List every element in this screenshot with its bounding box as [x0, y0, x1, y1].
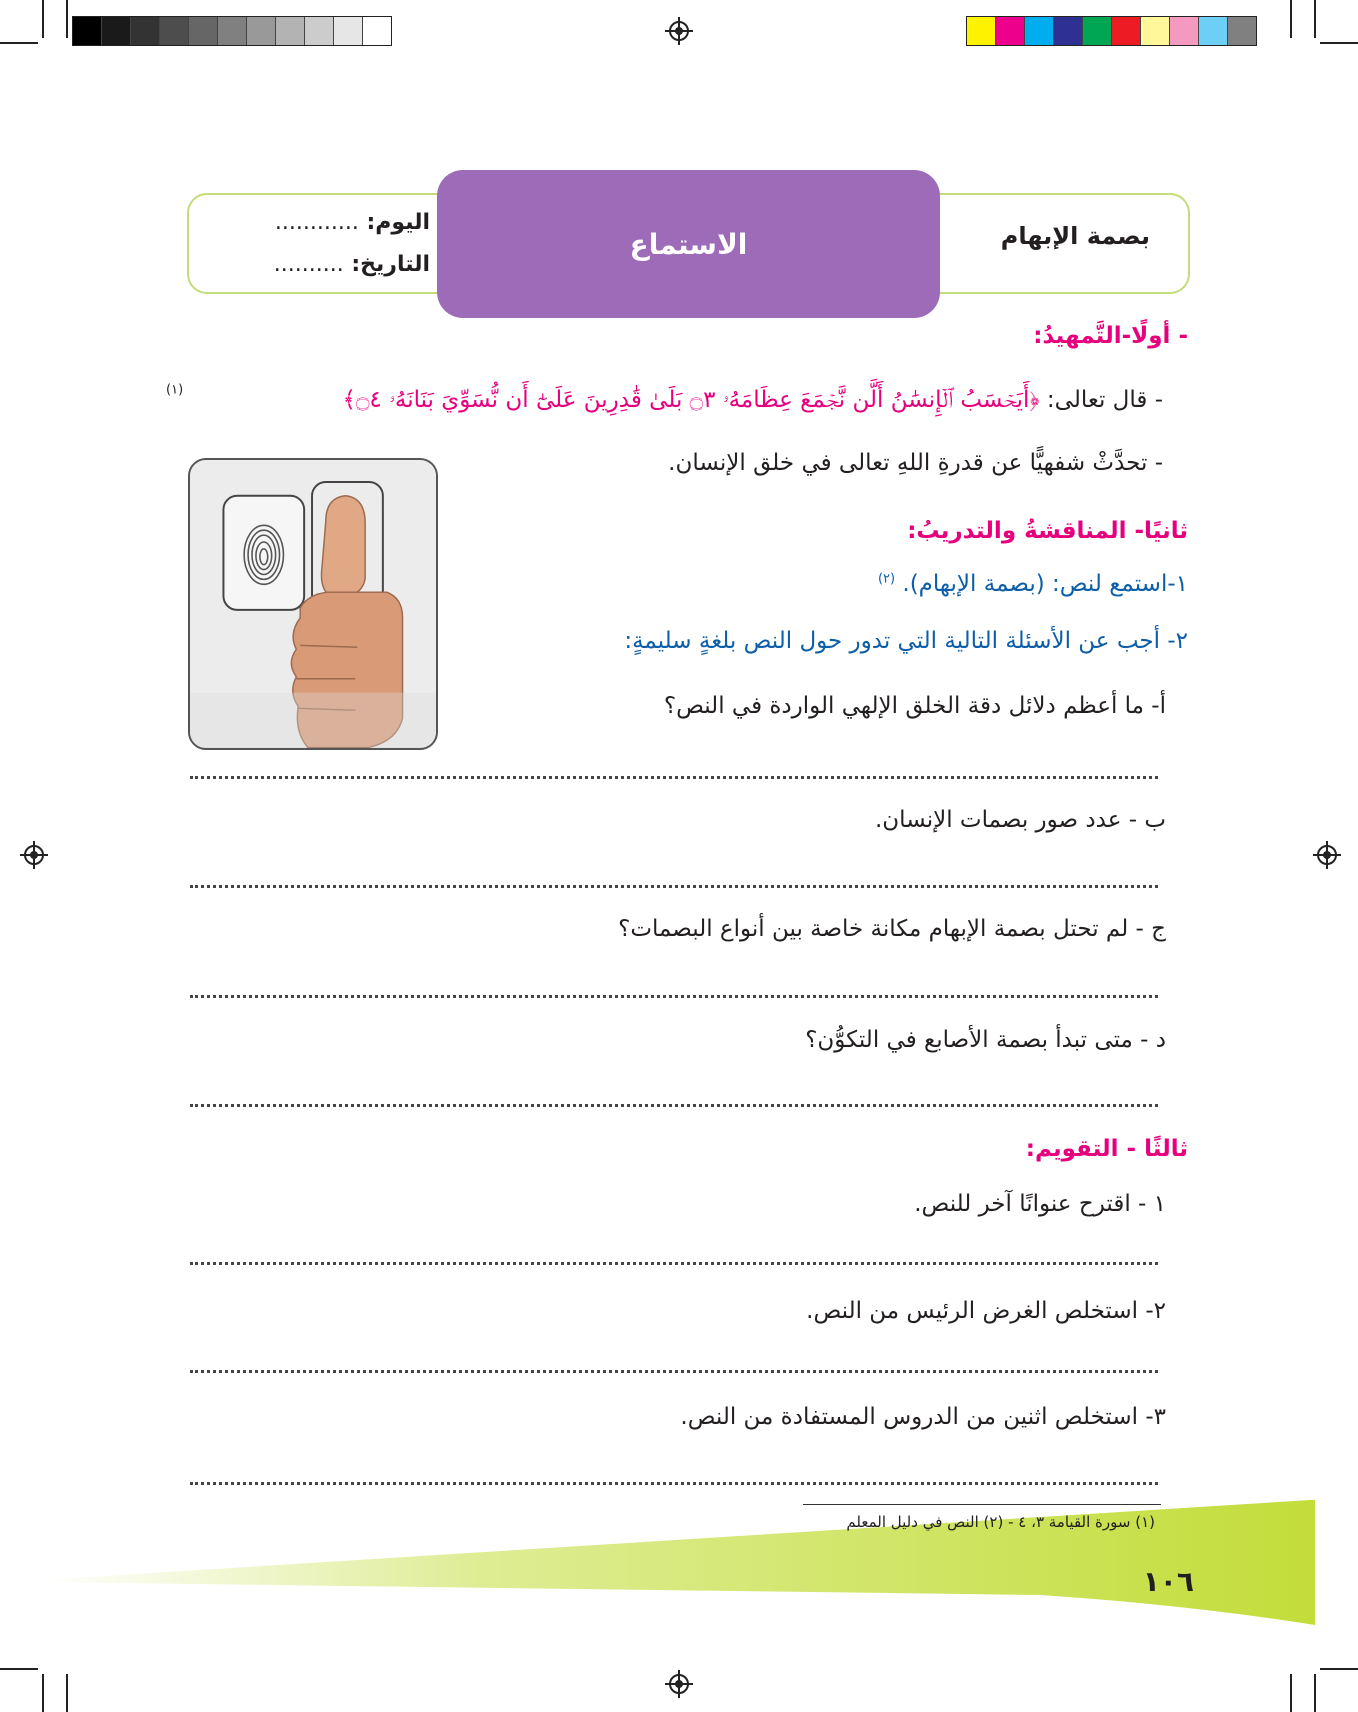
verse-footnote-ref: (١) [166, 382, 184, 398]
listen-footnote-ref: (٢) [877, 571, 896, 587]
calibration-swatch [967, 17, 996, 45]
day-label: اليوم: [366, 210, 430, 235]
footer-green-band [40, 1490, 1315, 1635]
answer-line[interactable] [190, 1104, 1158, 1107]
calibration-swatch [1112, 17, 1141, 45]
section-heading-discussion: ثانيًا- المناقشةُ والتدريبُ: [907, 518, 1188, 544]
section-heading-evaluation: ثالثًا - التقويم: [1025, 1136, 1188, 1162]
day-field [215, 210, 430, 235]
activity-tab [437, 170, 940, 318]
calibration-swatch [102, 17, 131, 45]
calibration-swatch [73, 17, 102, 45]
calibration-swatch [305, 17, 334, 45]
answer-line[interactable] [190, 776, 1158, 779]
thumbs-up-fingerprint-icon [190, 460, 436, 748]
calibration-swatch [1170, 17, 1199, 45]
item-listen: ١-استمع لنص: (بصمة الإبهام). $^{(٢)}$ [877, 571, 1188, 597]
verse-intro: - قال تعالى: [1039, 387, 1163, 413]
verse-line [342, 387, 1163, 413]
calibration-swatch [996, 17, 1025, 45]
calibration-swatch [189, 17, 218, 45]
footnote-rule [803, 1504, 1161, 1505]
oral-task: - تحدَّثْ شفهيًّا عن قدرةِ اللهِ تعالى في خلق الإنسان. [668, 450, 1163, 476]
calibration-swatch [1141, 17, 1170, 45]
registration-mark-top [669, 21, 689, 41]
evaluation-item-2: ٢- استخلص الغرض الرئيس من النص. [806, 1298, 1166, 1324]
calibration-swatch [1025, 17, 1054, 45]
calibration-swatch [1083, 17, 1112, 45]
quran-verse: ﴿أَيَحۡسَبُ ٱلۡإِنسَٰنُ أَلَّن نَّجۡمَعَ عِظَامَهُۥ ۝٣ بَلَىٰ قَٰدِرِينَ عَلَىٰٓ أَن نُّسَوِّيَ بَنَانَهُۥ ۝٤﴾ [342, 387, 1040, 413]
calibration-swatch [247, 17, 276, 45]
calibration-swatch [276, 17, 305, 45]
calibration-swatch [334, 17, 363, 45]
section-heading-intro: - أولًا-التَّمهيدُ: [1033, 323, 1188, 349]
date-blank[interactable]: .......... [273, 252, 344, 277]
question-c: ج - لم تحتل بصمة الإبهام مكانة خاصة بين أنواع البصمات؟ [618, 916, 1166, 942]
evaluation-item-3: ٣- استخلص اثنين من الدروس المستفادة من النص. [680, 1404, 1166, 1430]
calibration-swatch [131, 17, 160, 45]
question-a: أ- ما أعظم دلائل دقة الخلق الإلهي الواردة في النص؟ [663, 693, 1166, 719]
calibration-swatch [160, 17, 189, 45]
answer-line[interactable] [190, 1370, 1158, 1373]
page-number: ١٠٦ [1142, 1565, 1194, 1598]
date-label: التاريخ: [351, 252, 430, 277]
registration-mark-bottom [669, 1674, 689, 1694]
question-d: د - متى تبدأ بصمة الأصابع في التكوُّن؟ [805, 1027, 1166, 1053]
answer-line[interactable] [190, 885, 1158, 888]
answer-line[interactable] [190, 1262, 1158, 1265]
item-answer-questions: ٢- أجب عن الأسئلة التالية التي تدور حول النص بلغةٍ سليمةٍ: [624, 628, 1188, 654]
day-blank[interactable]: ............ [274, 210, 359, 235]
answer-line[interactable] [190, 1482, 1158, 1485]
activity-label: الاستماع [629, 227, 748, 261]
question-b: ب - عدد صور بصمات الإنسان. [874, 807, 1166, 833]
answer-line[interactable] [190, 995, 1158, 998]
gray-calibration-bar [72, 16, 392, 46]
calibration-swatch [1054, 17, 1083, 45]
calibration-swatch [1228, 17, 1256, 45]
lesson-title: بصمة الإبهام [1000, 222, 1150, 250]
color-calibration-bar [966, 16, 1257, 46]
calibration-swatch [1199, 17, 1228, 45]
thumbs-up-photo [188, 458, 438, 750]
registration-mark-left [24, 845, 44, 865]
evaluation-item-1: ١ - اقترح عنوانًا آخر للنص. [914, 1191, 1166, 1217]
footnote: (١) سورة القيامة ٣، ٤ - (٢) النص في دليل المعلم [846, 1513, 1155, 1531]
calibration-swatch [363, 17, 391, 45]
calibration-swatch [218, 17, 247, 45]
registration-mark-right [1317, 845, 1337, 865]
date-field [215, 252, 430, 277]
